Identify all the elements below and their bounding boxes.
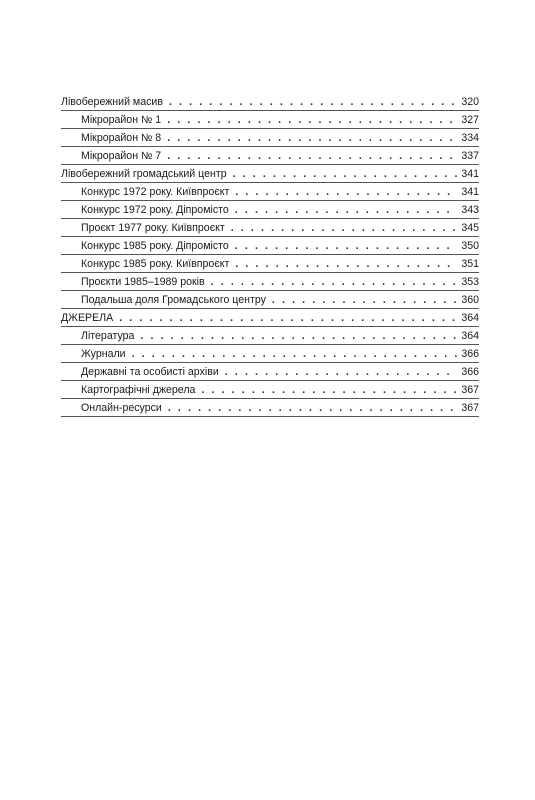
toc-entry-proekt-1977-kyivproekt[interactable] xyxy=(61,220,479,237)
toc-entry-mikroraion-1[interactable] xyxy=(61,112,479,129)
toc-entry-title: Проєкт 1977 року. Київпроєкт xyxy=(81,222,225,234)
toc-entry-livoberezhnyi-masyv[interactable] xyxy=(61,94,479,111)
toc-entry-title: Конкурс 1972 року. Діпромісто xyxy=(81,204,229,216)
toc-entry-title: Лівобережний масив xyxy=(61,96,163,108)
toc-entry-title: Література xyxy=(81,330,135,342)
toc-leader-dots xyxy=(201,382,457,399)
toc-entry-page: 366 xyxy=(461,348,479,360)
toc-entry-mikroraion-8[interactable] xyxy=(61,130,479,147)
toc-entry-page: 366 xyxy=(461,366,479,378)
toc-entry-page: 341 xyxy=(461,168,479,180)
toc-entry-title: Журнали xyxy=(81,348,126,360)
toc-entry-page: 367 xyxy=(461,402,479,414)
toc-leader-dots xyxy=(169,94,457,111)
toc-entry-title: Мікрорайон № 8 xyxy=(81,132,162,144)
toc-entry-konkurs-1985-dipromisto[interactable] xyxy=(61,238,479,255)
toc-leader-dots xyxy=(119,310,457,327)
toc-entry-title: Мікрорайон № 7 xyxy=(81,150,162,162)
toc-entry-page: 345 xyxy=(461,222,479,234)
toc-entry-page: 327 xyxy=(461,114,479,126)
toc-leader-dots xyxy=(235,256,457,273)
toc-entry-title: Онлайн-ресурси xyxy=(81,402,162,414)
toc-leader-dots xyxy=(272,292,457,309)
toc-entry-dzherela[interactable] xyxy=(61,310,479,327)
toc-entry-title: ДЖЕРЕЛА xyxy=(61,312,114,324)
toc-entry-title: Подальша доля Громадського центру xyxy=(81,294,266,306)
toc-entry-page: 360 xyxy=(461,294,479,306)
toc-entry-page: 337 xyxy=(461,150,479,162)
toc-leader-dots xyxy=(167,130,457,147)
toc-entry-literatura[interactable] xyxy=(61,328,479,345)
toc-entry-title: Лівобережний громадський центр xyxy=(61,168,227,180)
toc-entry-kartohrafichni-dzherela[interactable] xyxy=(61,382,479,399)
toc-entry-title: Проєкти 1985–1989 років xyxy=(81,276,205,288)
toc-entry-page: 343 xyxy=(461,204,479,216)
toc-leader-dots xyxy=(225,364,458,381)
toc-entry-page: 364 xyxy=(461,330,479,342)
toc-leader-dots xyxy=(235,238,458,255)
toc-entry-konkurs-1985-kyivproekt[interactable] xyxy=(61,256,479,273)
toc-entry-page: 367 xyxy=(461,384,479,396)
toc-leader-dots xyxy=(211,274,458,291)
toc-entry-title: Конкурс 1985 року. Діпромісто xyxy=(81,240,229,252)
toc-entry-page: 350 xyxy=(461,240,479,252)
toc-entry-page: 341 xyxy=(461,186,479,198)
toc-entry-title: Конкурс 1972 року. Київпроєкт xyxy=(81,186,230,198)
toc-entry-title: Картографічні джерела xyxy=(81,384,196,396)
toc-entry-onlain-resursy[interactable] xyxy=(61,400,479,417)
toc-entry-konkurs-1972-kyivproekt[interactable] xyxy=(61,184,479,201)
toc-leader-dots xyxy=(235,202,458,219)
toc-entry-konkurs-1972-dipromisto[interactable] xyxy=(61,202,479,219)
toc-entry-arkhivy[interactable] xyxy=(61,364,479,381)
toc-entry-page: 334 xyxy=(461,132,479,144)
toc-entry-title: Конкурс 1985 року. Київпроєкт xyxy=(81,258,230,270)
toc-entry-livoberezhnyi-tsentr[interactable] xyxy=(61,166,479,183)
toc-leader-dots xyxy=(168,400,457,417)
toc-entry-page: 320 xyxy=(461,96,479,108)
toc-entry-podalsha-dolia[interactable] xyxy=(61,292,479,309)
toc-leader-dots xyxy=(231,220,458,237)
toc-entry-page: 351 xyxy=(461,258,479,270)
toc-leader-dots xyxy=(140,328,457,345)
toc-entry-title: Державні та особисті архіви xyxy=(81,366,219,378)
toc-entry-page: 353 xyxy=(461,276,479,288)
toc-entry-proekty-1985-1989[interactable] xyxy=(61,274,479,291)
toc-leader-dots xyxy=(167,112,457,129)
toc-entry-page: 364 xyxy=(461,312,479,324)
toc-leader-dots xyxy=(167,148,457,165)
toc-leader-dots xyxy=(132,346,458,363)
toc-leader-dots xyxy=(233,166,458,183)
table-of-contents xyxy=(61,94,479,418)
toc-entry-title: Мікрорайон № 1 xyxy=(81,114,162,126)
toc-entry-mikroraion-7[interactable] xyxy=(61,148,479,165)
toc-leader-dots xyxy=(235,184,457,201)
toc-entry-zhurnaly[interactable] xyxy=(61,346,479,363)
